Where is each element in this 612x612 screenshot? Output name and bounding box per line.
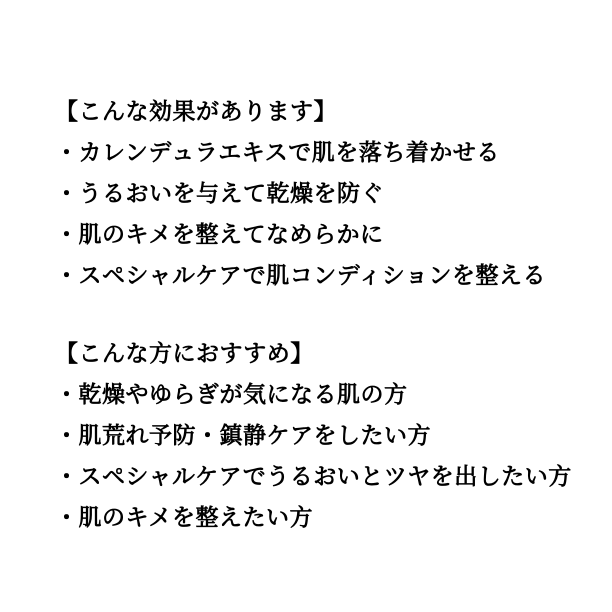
recommended-section-heading: 【こんな方におすすめ】 <box>55 340 314 366</box>
effects-section <box>55 91 576 296</box>
effects-bullet-texture: ・肌のキメを整えてなめらかに <box>55 221 384 247</box>
recommended-bullet-glow: ・スペシャルケアでうるおいとツヤを出したい方 <box>55 463 572 489</box>
recommended-bullet-prevention: ・肌荒れ予防・鎮静ケアをしたい方 <box>55 422 431 448</box>
recommended-bullet-dry-skin: ・乾燥やゆらぎが気になる肌の方 <box>55 381 408 407</box>
effects-bullet-calendula: ・カレンデュラエキスで肌を落ち着かせる <box>55 139 500 165</box>
recommended-bullet-texture: ・肌のキメを整えたい方 <box>55 504 314 530</box>
recommended-section <box>55 333 576 538</box>
effects-bullet-special-care: ・スペシャルケアで肌コンディションを整える <box>55 262 546 288</box>
effects-bullet-moisture: ・うるおいを与えて乾燥を防ぐ <box>55 180 384 206</box>
effects-section-heading: 【こんな効果があります】 <box>55 98 337 124</box>
